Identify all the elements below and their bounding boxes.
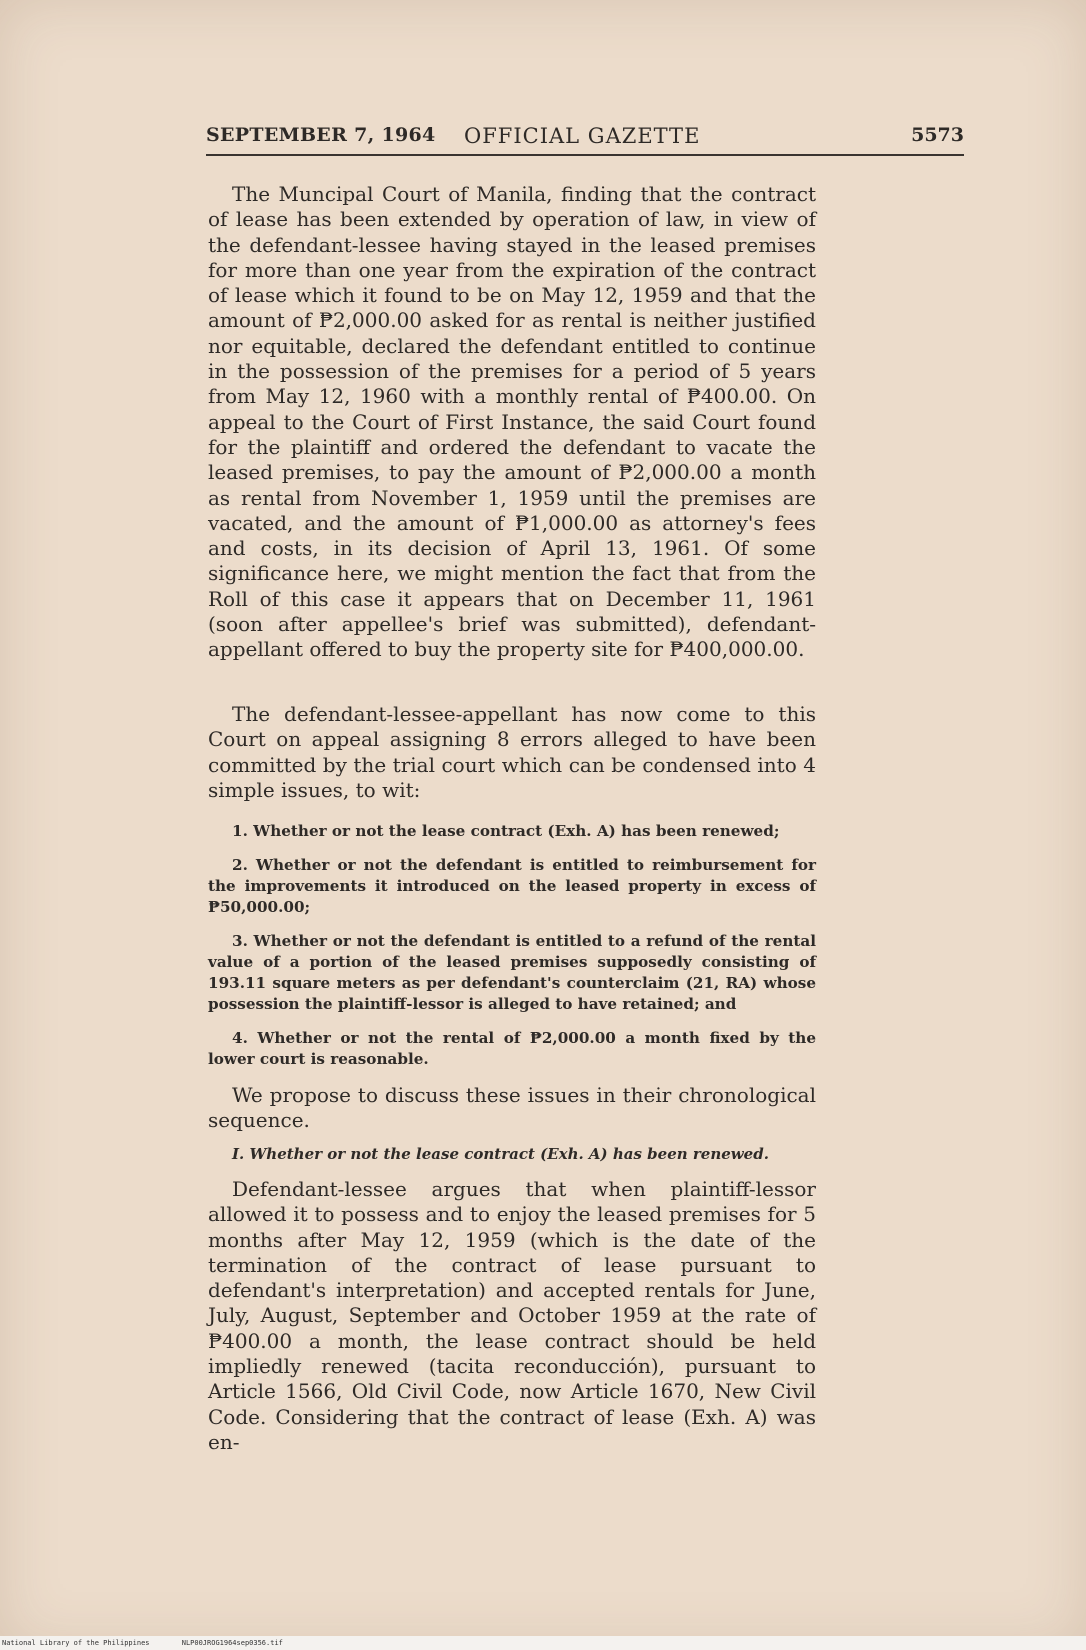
running-header xyxy=(206,124,964,156)
section-subheading: I. Whether or not the lease contract (Exh. A) has been renewed. xyxy=(232,1145,769,1163)
scan-footer xyxy=(0,1636,1086,1650)
issues-list xyxy=(208,821,816,1070)
paragraph-4: Defendant-lessee argues that when plaintiff-lessor allowed it to possess and to enjoy the leased premises for 5 months after May 12, 1959 (which is the date of the termination of the contract of lease pursuant to defendant's interpretation) and accepted rentals for June, July, August, September and October 1959 at the rate of ₱400.00 a month, the lease contract should be held impliedly renewed (tacita reconducción), pursuant to Article 1566, Old Civil Code, now Article 1670, New Civil Code. Considering that the contract of lease (Exh. A) was en- xyxy=(208,1177,816,1454)
issue-item: 4. Whether or not the rental of ₱2,000.00 a month fixed by the lower court is reasonable. xyxy=(208,1029,816,1068)
header-date: SEPTEMBER 7, 1964 xyxy=(206,124,436,146)
page-number: 5573 xyxy=(911,124,964,146)
header-title: OFFICIAL GAZETTE xyxy=(464,124,701,148)
paragraph-3: We propose to discuss these issues in their chronological sequence. xyxy=(208,1083,816,1133)
issue-item: 1. Whether or not the lease contract (Exh. A) has been renewed; xyxy=(232,822,780,840)
issue-item: 2. Whether or not the defendant is entitled to reimbursement for the improvements it introduced on the leased property in excess of ₱50,000.00; xyxy=(208,856,816,916)
issue-item: 3. Whether or not the defendant is entitled to a refund of the rental value of a portion of the leased premises supposedly consisting of 193.11 square meters as per defendant's counterclaim (21, RA) whose possession the plaintiff-lessor is alleged to have retained; and xyxy=(208,932,816,1013)
body-text xyxy=(208,182,816,1455)
paragraph-2: The defendant-lessee-appellant has now come to this Court on appeal assigning 8 errors alleged to have been committed by the trial court which can be condensed into 4 simple issues, to wit: xyxy=(208,702,816,802)
footer-library: National Library of the Philippines xyxy=(2,1639,150,1647)
footer-filename: NLP00JROG1964sep0356.tif xyxy=(181,1639,283,1647)
paragraph-1: The Muncipal Court of Manila, finding that the contract of lease has been extended by operation of law, in view of the defendant-lessee having stayed in the leased premises for more than one year from the expiration of the contract of lease which it found to be on May 12, 1959 and that the amount of ₱2,000.00 asked for as rental is neither justified nor equitable, declared the defendant entitled to continue in the possession of the premises for a period of 5 years from May 12, 1960 with a monthly rental of ₱400.00. On appeal to the Court of First Instance, the said Court found for the plaintiff and ordered the defendant to vacate the leased premises, to pay the amount of ₱2,000.00 a month as rental from November 1, 1959 until the premises are vacated, and the amount of ₱1,000.00 as attorney's fees and costs, in its decision of April 13, 1961. Of some significance here, we might mention the fact that from the Roll of this case it appears that on December 11, 1961 (soon after appellee's brief was submitted), defendant-appellant offered to buy the property site for ₱400,000.00. xyxy=(208,182,816,662)
